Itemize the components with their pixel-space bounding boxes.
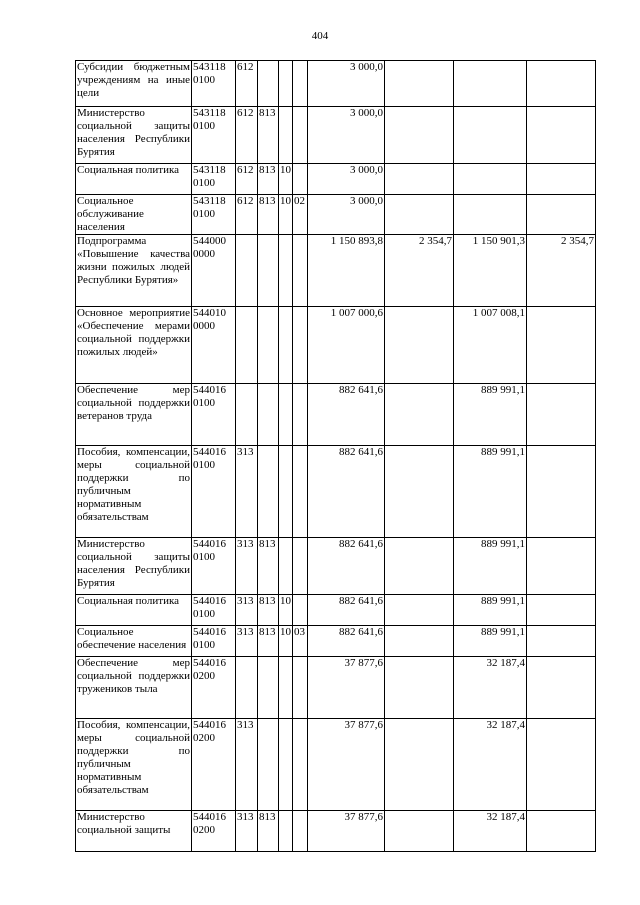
budget-table (75, 60, 596, 852)
ministry-code-cell: 813 (258, 811, 279, 852)
target-article-cell: 543118 0100 (192, 195, 236, 235)
ministry-code-cell (258, 307, 279, 384)
section-cell (279, 538, 293, 595)
subsection-cell (293, 235, 308, 307)
federal-amount-cell (385, 446, 454, 538)
amount-cell: 1 007 000,6 (308, 307, 385, 384)
target-article-cell: 544016 0100 (192, 446, 236, 538)
table-row (76, 195, 596, 235)
subsection-cell (293, 384, 308, 446)
target-article-cell: 544016 0200 (192, 657, 236, 719)
federal-amount-cell (385, 538, 454, 595)
amount-next-cell (454, 107, 527, 164)
expense-type-cell: 313 (236, 719, 258, 811)
ministry-code-cell (258, 61, 279, 107)
ministry-code-cell: 813 (258, 626, 279, 657)
item-name-cell: Подпрограмма «Повышение качества жизни пожилых людей Республики Бурятия» (76, 235, 192, 307)
amount-cell: 3 000,0 (308, 107, 385, 164)
section-cell: 10 (279, 164, 293, 195)
subsection-cell (293, 307, 308, 384)
expense-type-cell: 313 (236, 595, 258, 626)
item-name-cell: Пособия, компенсации, меры социальной поддержки по публичным нормативным обязательствам (76, 719, 192, 811)
item-name-cell: Обеспечение мер социальной поддержки ветеранов труда (76, 384, 192, 446)
target-article-cell: 543118 0100 (192, 61, 236, 107)
table-row (76, 719, 596, 811)
amount-cell: 37 877,6 (308, 811, 385, 852)
item-name-cell: Обеспечение мер социальной поддержки тружеников тыла (76, 657, 192, 719)
section-cell (279, 235, 293, 307)
expense-type-cell (236, 384, 258, 446)
federal-amount-cell (385, 719, 454, 811)
item-name-cell: Социальное обеспечение населения (76, 626, 192, 657)
section-cell: 10 (279, 595, 293, 626)
federal-amount-next-cell (527, 657, 596, 719)
subsection-cell (293, 719, 308, 811)
section-cell (279, 107, 293, 164)
table-row (76, 626, 596, 657)
amount-next-cell: 889 991,1 (454, 595, 527, 626)
item-name-cell: Министерство социальной защиты населения Республики Бурятия (76, 107, 192, 164)
federal-amount-cell (385, 657, 454, 719)
target-article-cell: 544000 0000 (192, 235, 236, 307)
item-name-cell: Субсидии бюджетным учреждениям на иные цели (76, 61, 192, 107)
federal-amount-cell (385, 384, 454, 446)
item-name-cell: Социальное обслуживание населения (76, 195, 192, 235)
target-article-cell: 544016 0100 (192, 384, 236, 446)
item-name-cell: Министерство социальной защиты населения Республики Бурятия (76, 538, 192, 595)
ministry-code-cell (258, 657, 279, 719)
ministry-code-cell (258, 384, 279, 446)
expense-type-cell: 612 (236, 61, 258, 107)
table-row (76, 811, 596, 852)
federal-amount-next-cell (527, 446, 596, 538)
subsection-cell (293, 657, 308, 719)
federal-amount-next-cell (527, 595, 596, 626)
table-row (76, 235, 596, 307)
expense-type-cell: 612 (236, 164, 258, 195)
federal-amount-next-cell (527, 195, 596, 235)
section-cell (279, 446, 293, 538)
table-row (76, 107, 596, 164)
amount-next-cell (454, 61, 527, 107)
amount-cell: 37 877,6 (308, 719, 385, 811)
ministry-code-cell: 813 (258, 107, 279, 164)
amount-next-cell: 889 991,1 (454, 538, 527, 595)
table-row (76, 446, 596, 538)
federal-amount-cell (385, 811, 454, 852)
item-name-cell: Социальная политика (76, 595, 192, 626)
item-name-cell: Основное мероприятие «Обеспечение мерами социальной поддержки пожилых людей» (76, 307, 192, 384)
target-article-cell: 544016 0200 (192, 811, 236, 852)
subsection-cell (293, 595, 308, 626)
table-row (76, 61, 596, 107)
federal-amount-next-cell (527, 307, 596, 384)
ministry-code-cell: 813 (258, 595, 279, 626)
amount-cell: 1 150 893,8 (308, 235, 385, 307)
section-cell: 10 (279, 626, 293, 657)
amount-cell: 882 641,6 (308, 595, 385, 626)
federal-amount-next-cell (527, 626, 596, 657)
amount-cell: 882 641,6 (308, 538, 385, 595)
amount-cell: 882 641,6 (308, 384, 385, 446)
target-article-cell: 543118 0100 (192, 107, 236, 164)
expense-type-cell: 313 (236, 811, 258, 852)
federal-amount-cell (385, 307, 454, 384)
page-number: 404 (311, 30, 329, 42)
item-name-cell: Социальная политика (76, 164, 192, 195)
amount-next-cell: 32 187,4 (454, 811, 527, 852)
section-cell (279, 384, 293, 446)
federal-amount-next-cell (527, 384, 596, 446)
federal-amount-cell (385, 595, 454, 626)
amount-next-cell (454, 164, 527, 195)
subsection-cell (293, 811, 308, 852)
table-row (76, 538, 596, 595)
expense-type-cell (236, 307, 258, 384)
subsection-cell (293, 164, 308, 195)
target-article-cell: 544016 0100 (192, 626, 236, 657)
section-cell: 10 (279, 195, 293, 235)
amount-next-cell: 32 187,4 (454, 719, 527, 811)
federal-amount-next-cell (527, 107, 596, 164)
expense-type-cell: 612 (236, 195, 258, 235)
ministry-code-cell (258, 446, 279, 538)
amount-next-cell (454, 195, 527, 235)
table-row (76, 164, 596, 195)
section-cell (279, 61, 293, 107)
section-cell (279, 307, 293, 384)
target-article-cell: 544016 0100 (192, 595, 236, 626)
ministry-code-cell (258, 235, 279, 307)
target-article-cell: 544010 0000 (192, 307, 236, 384)
federal-amount-next-cell (527, 719, 596, 811)
amount-cell: 882 641,6 (308, 446, 385, 538)
amount-cell: 3 000,0 (308, 195, 385, 235)
federal-amount-cell (385, 626, 454, 657)
table-row (76, 384, 596, 446)
federal-amount-cell (385, 164, 454, 195)
target-article-cell: 544016 0200 (192, 719, 236, 811)
table-row (76, 595, 596, 626)
federal-amount-next-cell (527, 61, 596, 107)
amount-cell: 3 000,0 (308, 61, 385, 107)
federal-amount-next-cell: 2 354,7 (527, 235, 596, 307)
ministry-code-cell: 813 (258, 195, 279, 235)
section-cell (279, 811, 293, 852)
subsection-cell: 03 (293, 626, 308, 657)
amount-cell: 37 877,6 (308, 657, 385, 719)
federal-amount-next-cell (527, 811, 596, 852)
subsection-cell (293, 107, 308, 164)
ministry-code-cell: 813 (258, 538, 279, 595)
federal-amount-cell (385, 107, 454, 164)
budget-table-body (76, 61, 596, 852)
amount-cell: 3 000,0 (308, 164, 385, 195)
expense-type-cell (236, 235, 258, 307)
subsection-cell (293, 538, 308, 595)
expense-type-cell: 612 (236, 107, 258, 164)
amount-next-cell: 1 150 901,3 (454, 235, 527, 307)
expense-type-cell: 313 (236, 538, 258, 595)
amount-cell: 882 641,6 (308, 626, 385, 657)
table-row (76, 307, 596, 384)
item-name-cell: Министерство социальной защиты (76, 811, 192, 852)
expense-type-cell: 313 (236, 446, 258, 538)
federal-amount-next-cell (527, 538, 596, 595)
section-cell (279, 657, 293, 719)
federal-amount-cell (385, 195, 454, 235)
ministry-code-cell (258, 719, 279, 811)
ministry-code-cell: 813 (258, 164, 279, 195)
amount-next-cell: 889 991,1 (454, 384, 527, 446)
section-cell (279, 719, 293, 811)
amount-next-cell: 1 007 008,1 (454, 307, 527, 384)
amount-next-cell: 889 991,1 (454, 626, 527, 657)
subsection-cell (293, 446, 308, 538)
target-article-cell: 543118 0100 (192, 164, 236, 195)
table-row (76, 657, 596, 719)
item-name-cell: Пособия, компенсации, меры социальной поддержки по публичным нормативным обязательствам (76, 446, 192, 538)
amount-next-cell: 889 991,1 (454, 446, 527, 538)
expense-type-cell (236, 657, 258, 719)
federal-amount-next-cell (527, 164, 596, 195)
target-article-cell: 544016 0100 (192, 538, 236, 595)
federal-amount-cell (385, 61, 454, 107)
federal-amount-cell: 2 354,7 (385, 235, 454, 307)
expense-type-cell: 313 (236, 626, 258, 657)
amount-next-cell: 32 187,4 (454, 657, 527, 719)
subsection-cell: 02 (293, 195, 308, 235)
subsection-cell (293, 61, 308, 107)
